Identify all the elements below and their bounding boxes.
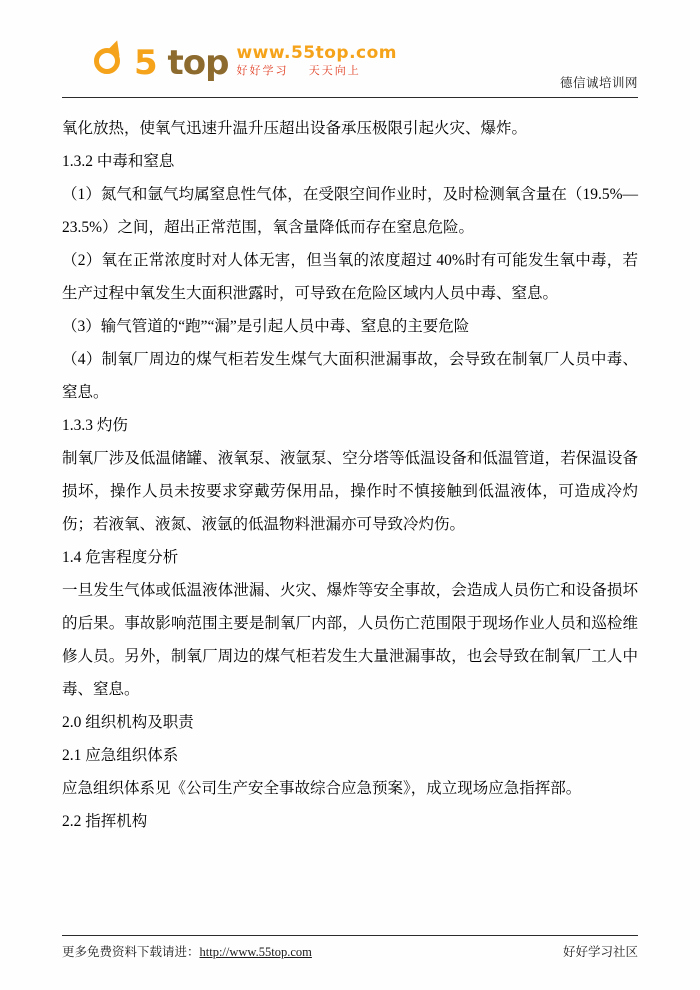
- paragraph: （2）氧在正常浓度时对人体无害，但当氧的浓度超过 40%时有可能发生氧中毒，若生产过程中氧发生大面积泄露时，可导致在危险区域内人员中毒、窒息。: [62, 252, 638, 302]
- footer-link[interactable]: http://www.55top.com: [199, 945, 312, 959]
- logo-wordmark: [134, 43, 229, 83]
- logo-slogan: [236, 64, 397, 78]
- flame-ring-icon: [92, 40, 132, 80]
- logo-wordmark-text: top: [167, 43, 229, 83]
- document-body: [62, 98, 638, 838]
- paragraph: 一旦发生气体或低温液体泄漏、火灾、爆炸等安全事故，会造成人员伤亡和设备损坏的后果。事故影响范围主要是制氧厂内部，人员伤亡范围限于现场作业人员和巡检维修人员。另外，制氧厂周边的煤气柜若发生大量泄漏事故，也会导致在制氧厂工人中毒、窒息。: [62, 582, 638, 698]
- logo-tagline-block: [236, 44, 397, 80]
- paragraph: 1.3.3 灼伤: [62, 417, 128, 434]
- paragraph: 氧化放热，使氧气迅速升温升压超出设备承压极限引起火灾、爆炸。: [62, 120, 528, 137]
- footer-download-note: [62, 942, 312, 960]
- paragraph: 2.1 应急组织体系: [62, 747, 179, 764]
- site-logo[interactable]: [92, 32, 398, 83]
- footer-left-text: 更多免费资料下载请进：: [62, 945, 200, 959]
- paragraph: 2.2 指挥机构: [62, 813, 148, 830]
- paragraph: 应急组织体系见《公司生产安全事故综合应急预案》，成立现场应急指挥部。: [62, 780, 582, 797]
- logo-digit: 5: [134, 43, 157, 83]
- footer-community-label: 好好学习社区: [562, 945, 638, 959]
- paragraph: 1.3.2 中毒和窒息: [62, 153, 175, 170]
- paragraph: （3）输气管道的“跑”“漏”是引起人员中毒、窒息的主要危险: [62, 318, 470, 335]
- logo-url: www.55top.com: [236, 43, 398, 63]
- page-footer: [62, 935, 638, 960]
- paragraph: （4）制氧厂周边的煤气柜若发生煤气大面积泄漏事故，会导致在制氧厂人员中毒、窒息。: [62, 351, 638, 401]
- paragraph: 制氧厂涉及低温储罐、液氧泵、液氩泵、空分塔等低温设备和低温管道，若保温设备损坏，操作人员未按要求穿戴劳保用品，操作时不慎接触到低温液体，可造成冷灼伤；若液氧、液氮、液氩的低温物料泄漏亦可导致冷灼伤。: [62, 450, 638, 533]
- paragraph: 2.0 组织机构及职责: [62, 714, 194, 731]
- header-site-name: 德信诚培训网: [559, 76, 638, 90]
- paragraph: （1）氮气和氩气均属窒息性气体，在受限空间作业时，及时检测氧含量在（19.5%—23.5%）之间，超出正常范围，氧含量降低而存在窒息危险。: [62, 186, 638, 236]
- paragraph: 1.4 危害程度分析: [62, 549, 179, 566]
- logo-slogan-left: 好好学习: [236, 65, 289, 77]
- page-header: [62, 0, 638, 98]
- logo-slogan-right: 天天向上: [308, 65, 361, 77]
